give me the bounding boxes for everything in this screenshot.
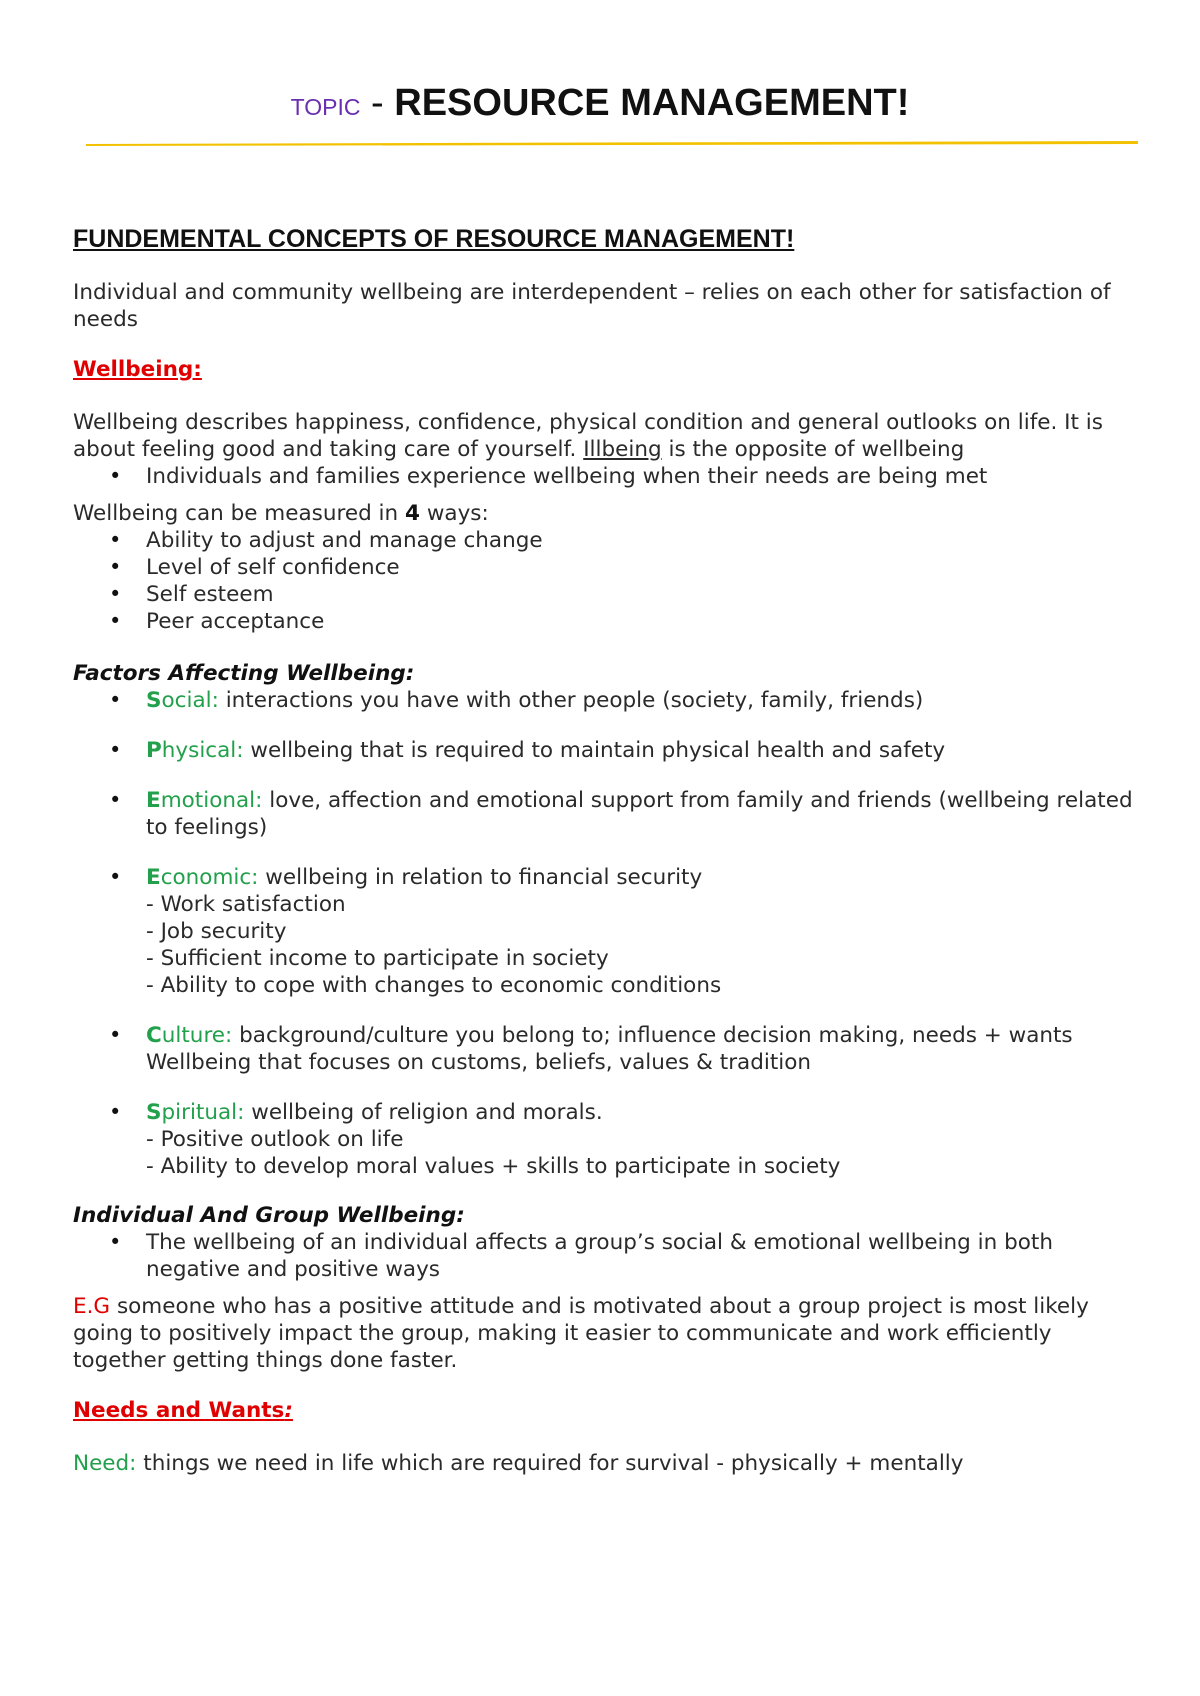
economic-subitems <box>73 891 1133 999</box>
page-title <box>0 82 1200 125</box>
list-item: • The wellbeing of an individual affects a group’s social & emotional wellbeing in both negative and positive ways <box>73 1229 1133 1283</box>
list-item: • Individuals and families experience wellbeing when their needs are being met <box>73 463 1133 490</box>
factor-spiritual: • Spiritual: wellbeing of religion and morals. <box>73 1099 1133 1126</box>
need-label: Need: <box>73 1451 137 1476</box>
measure-list <box>73 527 1133 635</box>
list-item: - Ability to cope with changes to economic conditions <box>146 973 722 998</box>
wellbeing-heading: Wellbeing: <box>73 357 202 382</box>
factors-list <box>73 687 1133 891</box>
factor-physical: • Physical: wellbeing that is required to maintain physical health and safety <box>73 737 1133 764</box>
list-item: • Self esteem <box>73 581 1133 608</box>
list-item: - Ability to develop moral values + skills to participate in society <box>146 1154 841 1179</box>
list-item: • Ability to adjust and manage change <box>73 527 1133 554</box>
eg-label: E.G <box>73 1294 111 1319</box>
needs-heading: Needs and Wants: <box>73 1398 293 1423</box>
factors-list-end <box>73 1099 1133 1126</box>
topic-label: TOPIC <box>290 94 361 120</box>
list-item: • Peer acceptance <box>73 608 1133 635</box>
list-item: • Level of self confidence <box>73 554 1133 581</box>
factor-social: • Social: interactions you have with other people (society, family, friends) <box>73 687 1133 714</box>
section-heading: FUNDEMENTAL CONCEPTS OF RESOURCE MANAGEMENT! <box>73 225 795 253</box>
measure-intro: Wellbeing can be measured in 4 ways: <box>73 501 489 526</box>
intro-text: Individual and community wellbeing are interdependent – relies on each other for satisfaction of needs <box>73 280 1111 332</box>
list-item: - Sufficient income to participate in society <box>146 946 609 971</box>
factor-culture: • Culture: background/culture you belong to; influence decision making, needs + wants <box>73 1022 1133 1049</box>
wellbeing-description: Wellbeing describes happiness, confidence, physical condition and general outlooks on life. It is about feeling good and taking care of yourself. Illbeing is the opposite of wellbeing <box>73 410 1103 462</box>
group-bullets <box>73 1229 1133 1283</box>
wellbeing-bullets <box>73 463 1133 490</box>
group-example: E.G someone who has a positive attitude and is motivated about a group project is most likely going to positively impact the group, making it easier to communicate and work efficiently together getting things done faster. <box>73 1294 1089 1373</box>
group-heading: Individual And Group Wellbeing: <box>73 1203 465 1228</box>
culture-extra: Wellbeing that focuses on customs, beliefs, values & tradition <box>146 1050 812 1075</box>
factor-emotional: • Emotional: love, affection and emotional support from family and friends (wellbeing related to feelings) <box>73 787 1133 841</box>
spiritual-subitems <box>73 1126 1133 1180</box>
measure-count: 4 <box>405 501 420 526</box>
title-dash: - <box>371 82 384 124</box>
title-main: RESOURCE MANAGEMENT! <box>394 82 910 124</box>
list-item: - Work satisfaction <box>146 892 346 917</box>
illbeing-term: Illbeing <box>583 437 662 462</box>
factor-economic: • Economic: wellbeing in relation to financial security <box>73 864 1133 891</box>
factors-list-continued <box>73 1022 1133 1049</box>
list-item: - Positive outlook on life <box>146 1127 404 1152</box>
document-body <box>73 226 1133 1477</box>
title-underline <box>86 140 1138 146</box>
factors-heading: Factors Affecting Wellbeing: <box>73 661 415 686</box>
need-definition: Need: things we need in life which are required for survival - physically + mentally <box>73 1451 964 1476</box>
list-item: - Job security <box>146 919 287 944</box>
